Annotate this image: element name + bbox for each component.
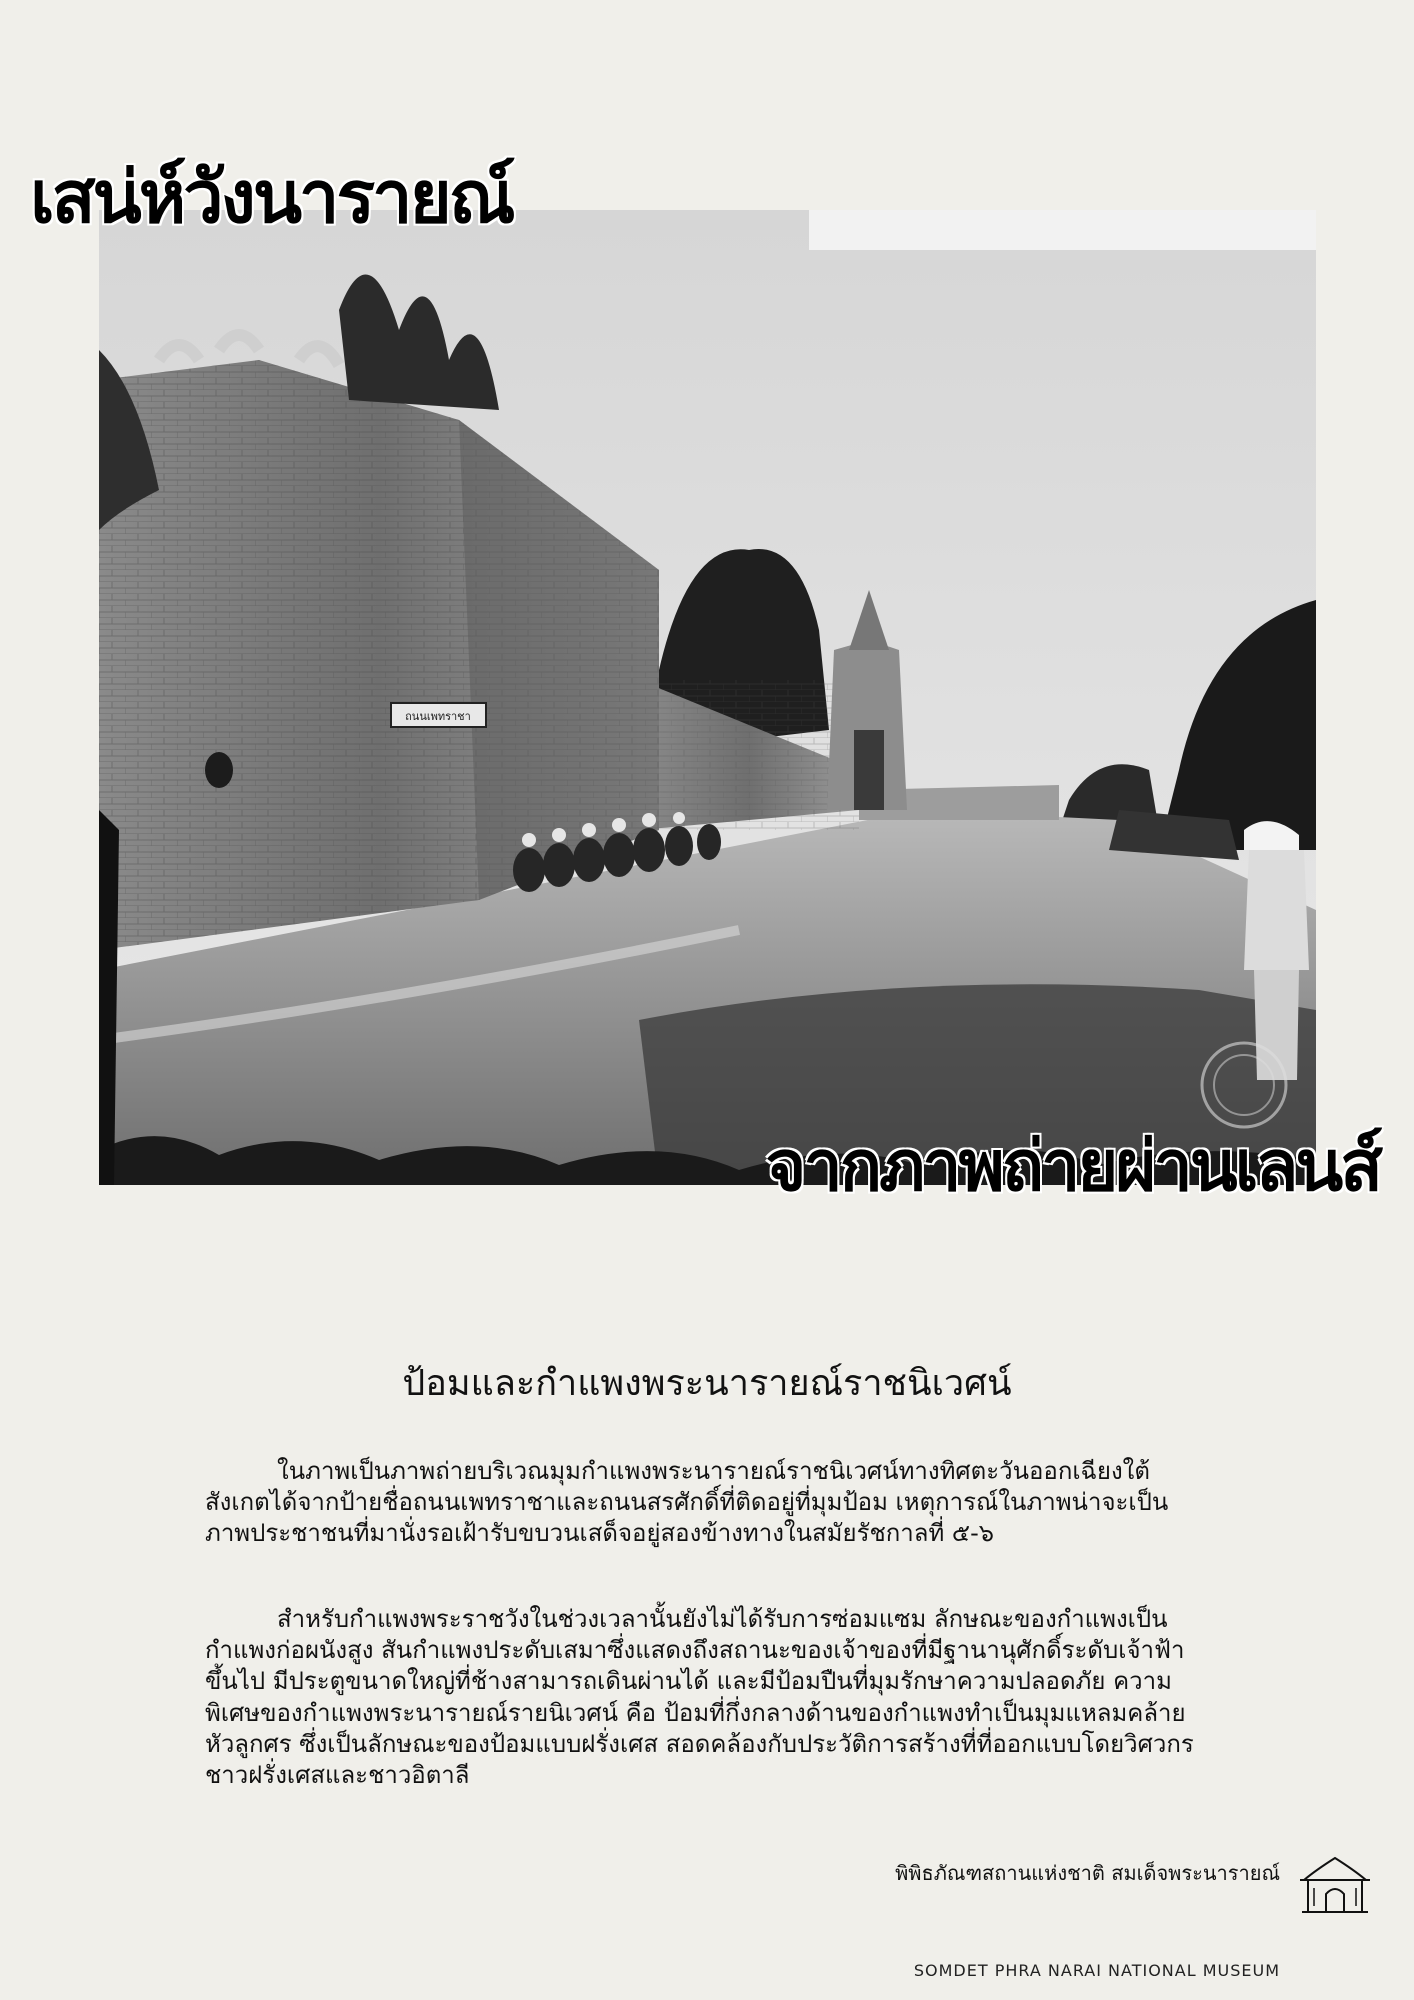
palace-gate-icon <box>1296 1850 1374 1920</box>
paragraph-2: สำหรับกำแพงพระราชวังในช่วงเวลานั้นยังไม่ได้รับการซ่อมแซม ลักษณะของกำแพงเป็นกำแพงก่อผนังสูง สันกำแพงประดับเสมาซึ่งแสดงถึงสถานะของเจ้าของที่มีฐานานุศักดิ์ระดับเจ้าฟ้าขึ้นไป มีประตูขนาดใหญ่ที่ช้างสามารถเดินผ่านได้ และมีป้อมปืนที่มุมรักษาความปลอดภัย ความพิเศษของกำแพงพระนารายณ์รายนิเวศน์ คือ ป้อมที่กึ่งกลางด้านของกำแพงทำเป็นมุมแหลมคล้ายหัวลูกศร ซึ่งเป็นลักษณะของป้อมแบบฝรั่งเศส สอดคล้องกับประวัติการสร้างที่ที่ออกแบบโดยวิศวกรชาวฝรั่งเศสและชาวอิตาลี <box>205 1605 1194 1789</box>
sub-title: จากภาพถ่ายผ่านเลนส์ <box>765 1125 1380 1207</box>
museum-name-english: SOMDET PHRA NARAI NATIONAL MUSEUM <box>913 1961 1280 1980</box>
main-title: เสน่ห์วังนารายณ์ <box>30 155 513 239</box>
street-sign-text: ถนนเพทราชา <box>405 710 471 723</box>
photo-illustration <box>99 210 1316 1185</box>
section-heading: ป้อมและกำแพงพระนารายณ์ราชนิเวศน์ <box>402 1363 1012 1404</box>
museum-name-thai: พิพิธภัณฑสถานแห่งชาติ สมเด็จพระนารายณ์ <box>895 1861 1280 1885</box>
historic-photo <box>99 210 1316 1185</box>
paragraph-1: ในภาพเป็นภาพถ่ายบริเวณมุมกำแพงพระนารายณ์ราชนิเวศน์ทางทิศตะวันออกเฉียงใต้ สังเกตได้จากป้ายชื่อถนนเพทราชาและถนนสรศักดิ์ที่ติดอยู่ที่มุมป้อม เหตุการณ์ในภาพน่าจะเป็นภาพประชาชนที่มานั่งรอเฝ้ารับขบวนเสด็จอยู่สองข้างทางในสมัยรัชกาลที่ ๕-๖ <box>205 1457 1169 1548</box>
